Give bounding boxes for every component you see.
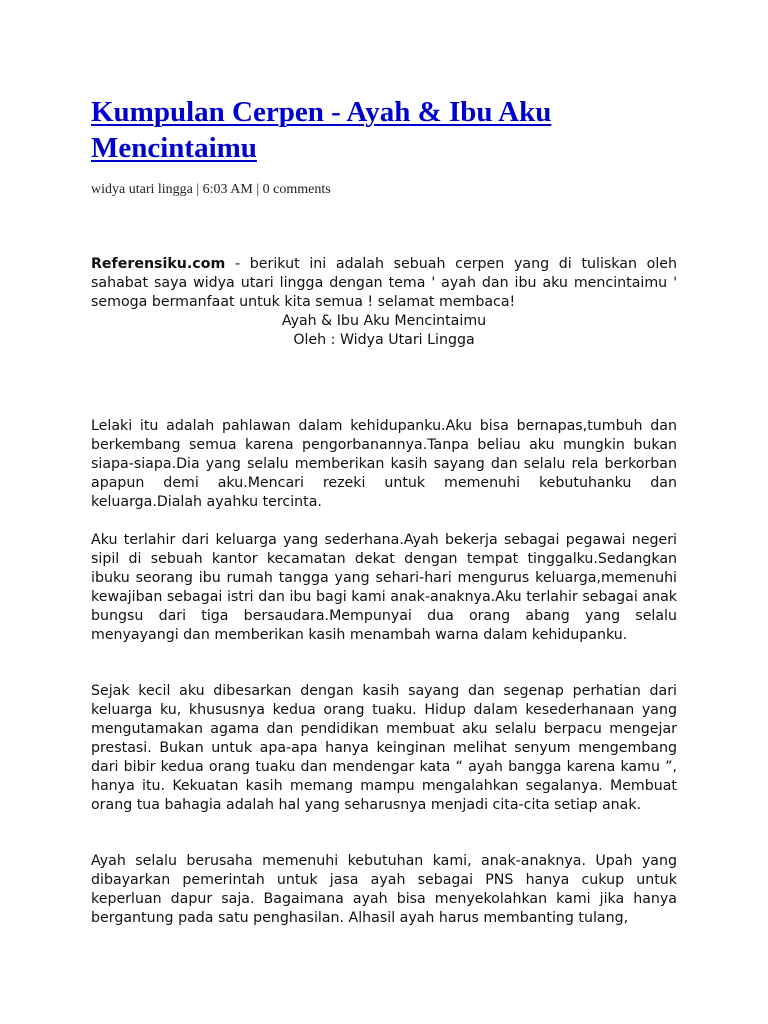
story-paragraph-3 [91, 682, 677, 815]
story-paragraph-4 [91, 852, 677, 928]
post-meta: widya utari lingga | 6:03 AM | 0 comments [91, 182, 331, 197]
paragraph-text: Aku terlahir dari keluarga yang sederhana.Ayah bekerja sebagai pegawai negeri sipil di sebuah kantor kecamatan dekat dengan tempat tinggalku.Sedangkan ibuku seorang ibu rumah tangga yang sehari-hari mengurus keluarga,memenuhi kewajiban sebagai istri dan ibu bagi kami anak-anaknya.Aku terlahir sebagai anak bungsu dari tiga bersaudara.Mempunyai dua orang abang yang selalu menyayangi dan memberikan kasih menambah warna dalam kehidupanku. [91, 532, 677, 643]
story-title: Ayah & Ibu Aku Mencintaimu [281, 313, 487, 329]
intro-paragraph [91, 255, 677, 312]
story-paragraph-1 [91, 417, 677, 512]
paragraph-text: Ayah selalu berusaha memenuhi kebutuhan kami, anak-anaknya. Upah yang dibayarkan pemerintah untuk jasa ayah sebagai PNS hanya cukup untuk keperluan dapur saja. Bagaimana ayah bisa menyekolahkan kami jika hanya bergantung pada satu penghasilan. Alhasil ayah harus membanting tulang, [91, 853, 677, 926]
story-paragraph-2 [91, 531, 677, 645]
paragraph-text: Lelaki itu adalah pahlawan dalam kehidupanku.Aku bisa bernapas,tumbuh dan berkembang semua karena pengorbanannya.Tanpa beliau aku mungkin bukan siapa-siapa.Dia yang selalu memberikan kasih sayang dan selalu rela berkorban apapun demi aku.Mencari rezeki untuk memenuhi kebutuhanku dan keluarga.Dialah ayahku tercinta. [91, 418, 677, 510]
site-name: Referensiku.com [91, 256, 226, 272]
intro-section [91, 255, 677, 350]
article-title-link[interactable]: Kumpulan Cerpen - Ayah & Ibu Aku Mencintaimu [91, 96, 552, 164]
paragraph-text: Sejak kecil aku dibesarkan dengan kasih sayang dan segenap perhatian dari keluarga ku, khususnya kedua orang tuaku. Hidup dalam kesederhanaan yang mengutamakan agama dan pendidikan membuat aku selalu berpacu mengejar prestasi. Bukan untuk apa-apa hanya keinginan melihat senyum mengembang dari bibir kedua orang tuaku dan mendengar kata “ ayah bangga karena kamu ”, hanya itu. Kekuatan kasih memang mampu mengalahkan segalanya. Membuat orang tua bahagia adalah hal yang seharusnya menjadi cita-cita setiap anak. [91, 683, 677, 813]
story-byline: Oleh : Widya Utari Lingga [293, 332, 475, 348]
intro-text: - berikut ini adalah sebuah cerpen yang di tuliskan oleh sahabat saya widya utari lingga dengan tema ' ayah dan ibu aku mencintaimu ' semoga bermanfaat untuk kita semua ! selamat membaca! [91, 256, 677, 310]
